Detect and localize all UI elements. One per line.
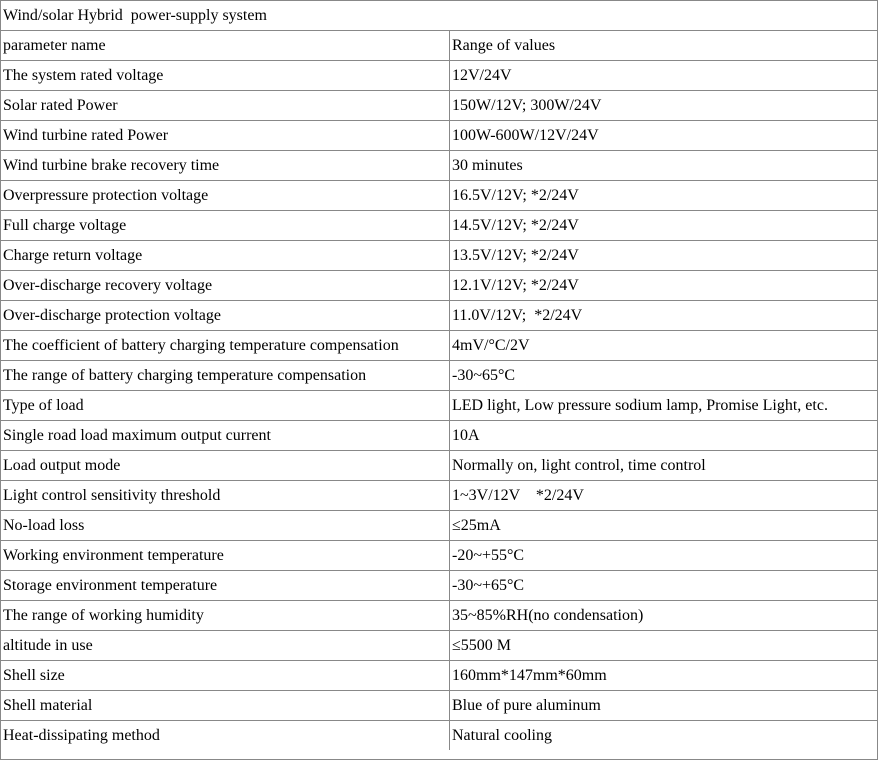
table-row (1, 121, 878, 151)
parameter-name-cell: altitude in use (1, 631, 450, 661)
parameter-name-cell: Solar rated Power (1, 91, 450, 121)
parameter-value-cell: 14.5V/12V; *2/24V (450, 211, 878, 241)
table-title: Wind/solar Hybrid power-supply system (1, 1, 877, 31)
table-row (1, 661, 878, 691)
parameter-name-cell: The system rated voltage (1, 61, 450, 91)
parameter-value-cell: 16.5V/12V; *2/24V (450, 181, 878, 211)
parameter-value-cell: ≤5500 M (450, 631, 878, 661)
header-row (1, 31, 878, 61)
table-row (1, 151, 878, 181)
parameter-name-cell: Full charge voltage (1, 211, 450, 241)
parameter-name-cell: Load output mode (1, 451, 450, 481)
parameter-value-cell: -30~+65°C (450, 571, 878, 601)
parameter-value-cell: 13.5V/12V; *2/24V (450, 241, 878, 271)
parameter-value-cell: LED light, Low pressure sodium lamp, Promise Light, etc. (450, 391, 878, 421)
table-row (1, 361, 878, 391)
parameter-name-cell: The coefficient of battery charging temperature compensation (1, 331, 450, 361)
parameter-name-cell: The range of working humidity (1, 601, 450, 631)
table-row (1, 451, 878, 481)
parameter-name-cell: Shell size (1, 661, 450, 691)
parameter-name-cell: Heat-dissipating method (1, 721, 450, 751)
table-row (1, 631, 878, 661)
parameter-name-cell: No-load loss (1, 511, 450, 541)
parameter-name-cell: The range of battery charging temperature compensation (1, 361, 450, 391)
spec-table-body (1, 31, 878, 750)
parameter-value-cell: 10A (450, 421, 878, 451)
parameter-name-cell: Over-discharge protection voltage (1, 301, 450, 331)
table-row (1, 211, 878, 241)
parameter-value-cell: 150W/12V; 300W/24V (450, 91, 878, 121)
parameter-name-cell: Type of load (1, 391, 450, 421)
parameter-name-cell: Over-discharge recovery voltage (1, 271, 450, 301)
table-row (1, 511, 878, 541)
table-row (1, 181, 878, 211)
parameter-value-cell: 30 minutes (450, 151, 878, 181)
parameter-value-cell: 12.1V/12V; *2/24V (450, 271, 878, 301)
column-header-parameter: parameter name (1, 31, 450, 61)
table-row (1, 61, 878, 91)
table-row (1, 421, 878, 451)
parameter-value-cell: 12V/24V (450, 61, 878, 91)
parameter-name-cell: Charge return voltage (1, 241, 450, 271)
table-row (1, 691, 878, 721)
parameter-name-cell: Light control sensitivity threshold (1, 481, 450, 511)
table-row (1, 721, 878, 751)
table-row (1, 601, 878, 631)
parameter-name-cell: Overpressure protection voltage (1, 181, 450, 211)
parameter-value-cell: 160mm*147mm*60mm (450, 661, 878, 691)
parameter-name-cell: Wind turbine rated Power (1, 121, 450, 151)
parameter-value-cell: ≤25mA (450, 511, 878, 541)
table-row (1, 331, 878, 361)
parameter-value-cell: 100W-600W/12V/24V (450, 121, 878, 151)
table-row (1, 571, 878, 601)
parameter-value-cell: 35~85%RH(no condensation) (450, 601, 878, 631)
parameter-value-cell: 11.0V/12V; *2/24V (450, 301, 878, 331)
parameter-value-cell: 4mV/°C/2V (450, 331, 878, 361)
parameter-name-cell: Single road load maximum output current (1, 421, 450, 451)
parameter-value-cell: Blue of pure aluminum (450, 691, 878, 721)
table-row (1, 301, 878, 331)
table-row (1, 541, 878, 571)
parameter-value-cell: Natural cooling (452, 727, 552, 744)
table-row (1, 481, 878, 511)
table-row (1, 391, 878, 421)
column-header-value: Range of values (450, 31, 878, 61)
table-row (1, 241, 878, 271)
parameter-value-cell: -20~+55°C (450, 541, 878, 571)
spec-table (1, 31, 878, 750)
parameter-name-cell: Shell material (1, 691, 450, 721)
parameter-value-cell: -30~65°C (450, 361, 878, 391)
parameter-name-cell: Wind turbine brake recovery time (1, 151, 450, 181)
parameter-value-cell: 1~3V/12V *2/24V (450, 481, 878, 511)
table-row (1, 91, 878, 121)
parameter-name-cell: Working environment temperature (1, 541, 450, 571)
parameter-value-cell: Normally on, light control, time control (450, 451, 878, 481)
table-row (1, 271, 878, 301)
parameter-name-cell: Storage environment temperature (1, 571, 450, 601)
